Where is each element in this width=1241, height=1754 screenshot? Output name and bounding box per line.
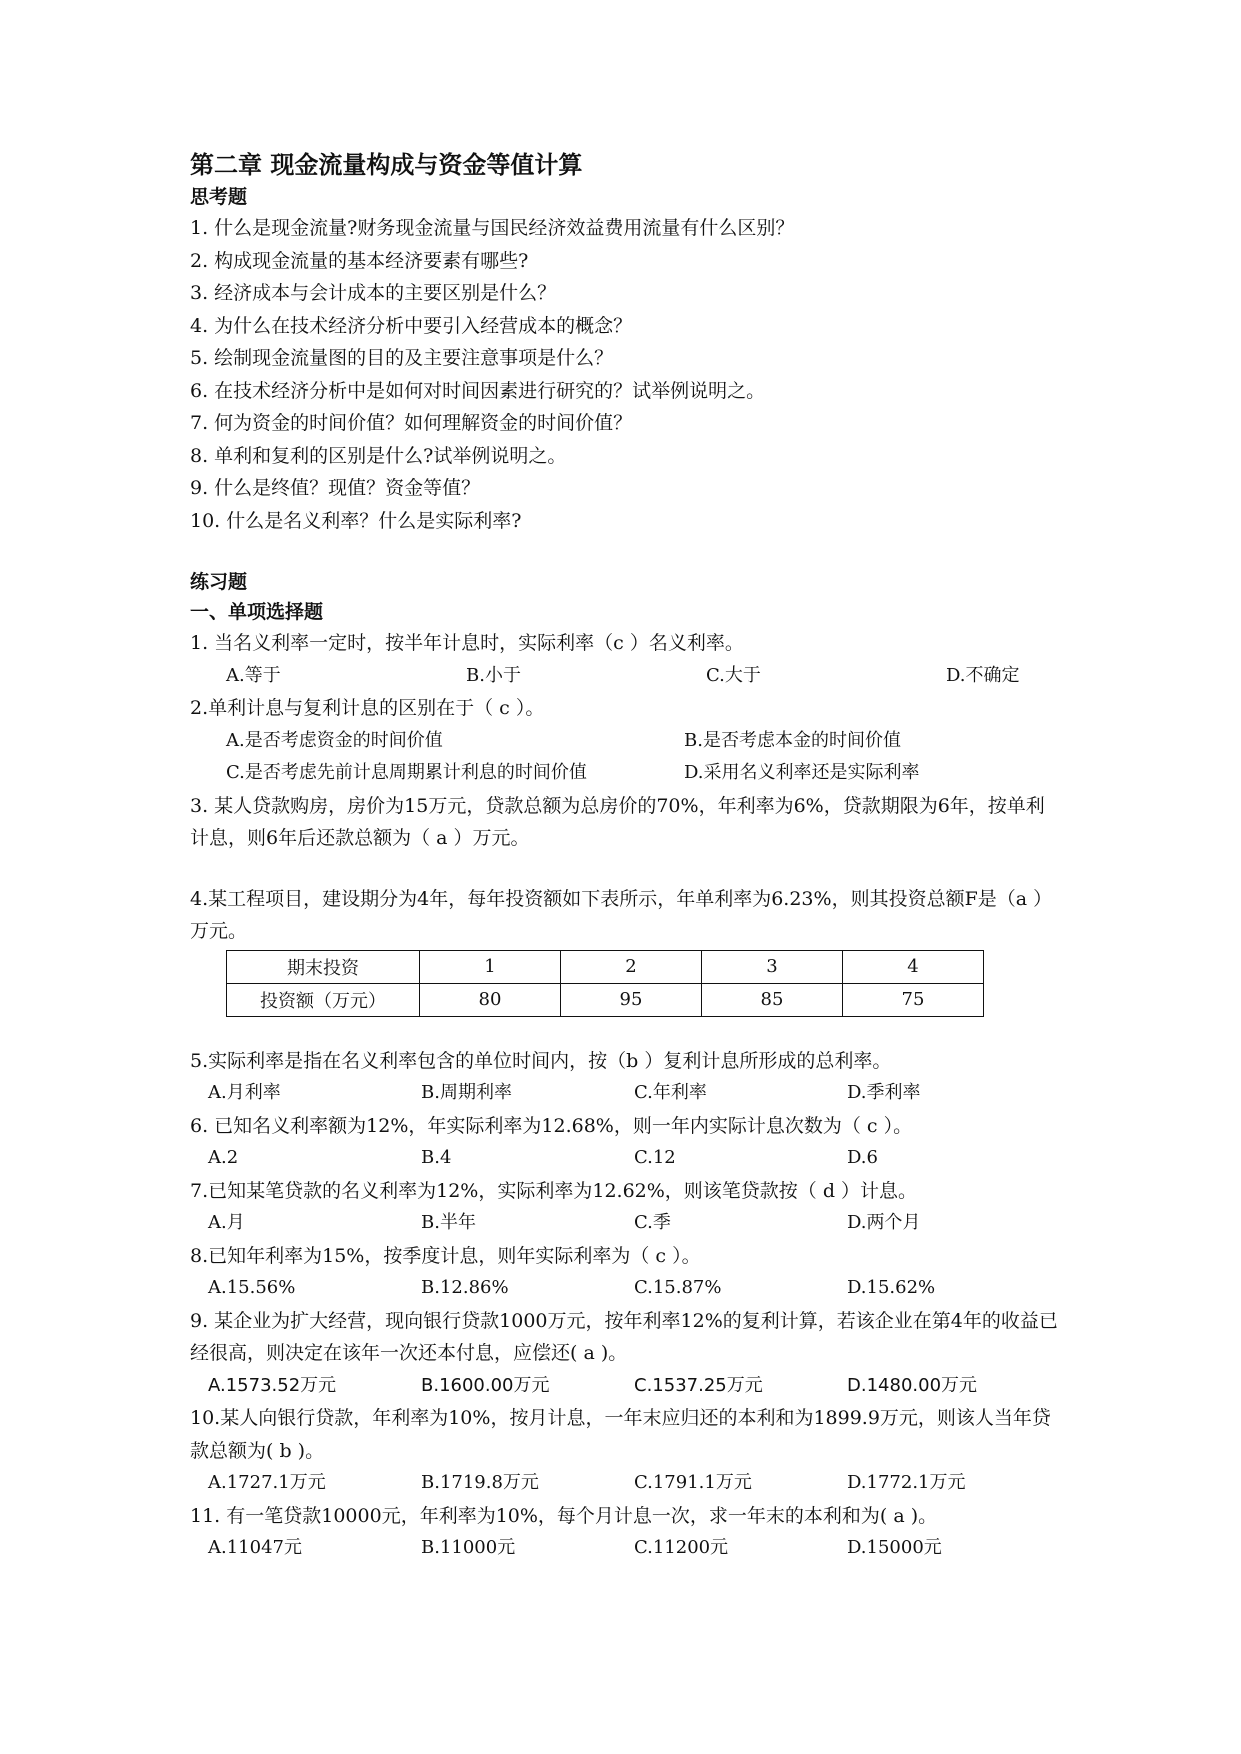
option-a: A.是否考虑资金的时间价值 <box>226 729 443 751</box>
question-item: 10. 什么是名义利率？什么是实际利率? <box>190 509 522 532</box>
option-d: D.6 <box>847 1147 878 1168</box>
table-cell: 1 <box>420 950 561 983</box>
option-c: C.是否考虑先前计息周期累计利息的时间价值 <box>226 762 587 783</box>
question-4: 4.某工程项目，建设期分为4年，每年投资额如下表所示，年单利率为6.23%，则其投资总额F是（a ）万元。 <box>190 887 1053 942</box>
question-5-options <box>190 1077 1060 1110</box>
single-choice-heading: 一、单项选择题 <box>190 601 324 623</box>
option-d: D.15000元 <box>847 1537 942 1558</box>
question-10-options <box>190 1467 1060 1500</box>
option-a: A.月 <box>208 1212 245 1233</box>
question-1-options <box>190 660 1060 693</box>
option-a: A.2 <box>208 1147 239 1168</box>
option-c: C.11200元 <box>634 1537 729 1558</box>
question-2-options-row-2 <box>190 757 1060 790</box>
question-item: 7. 何为资金的时间价值？如何理解资金的时间价值？ <box>190 412 633 434</box>
option-b: B.1600.00万元 <box>421 1374 550 1396</box>
option-c: C.1791.1万元 <box>634 1472 752 1493</box>
question-item: 3. 经济成本与会计成本的主要区别是什么？ <box>190 282 557 304</box>
question-6-options <box>190 1142 1060 1175</box>
question-9-options <box>190 1370 1060 1403</box>
table-cell: 3 <box>702 950 843 983</box>
question-2: 2.单利计息与复利计息的区别在于（ c ）。 <box>190 697 545 719</box>
option-a: A.15.56% <box>208 1277 296 1298</box>
option-c: C.15.87% <box>634 1277 722 1298</box>
option-a: A.11047元 <box>208 1537 302 1558</box>
table-cell: 95 <box>561 983 702 1016</box>
table-cell: 4 <box>843 950 984 983</box>
option-d: D.1772.1万元 <box>847 1472 966 1493</box>
question-7: 7.已知某笔贷款的名义利率为12%，实际利率为12.62%，则该笔贷款按（ d ）计息。 <box>190 1179 918 1202</box>
option-a: A.月利率 <box>208 1082 281 1103</box>
table-row <box>227 983 984 1016</box>
question-item: 5. 绘制现金流量图的目的及主要注意事项是什么？ <box>190 347 614 369</box>
question-9: 9. 某企业为扩大经营，现向银行贷款1000万元，按年利率12%的复利计算，若该企业在第4年的收益已经很高，则决定在该年一次还本付息，应偿还( a )。 <box>190 1309 1058 1364</box>
question-1: 1. 当名义利率一定时，按半年计息时，实际利率（c ）名义利率。 <box>190 632 744 654</box>
thinking-heading: 思考题 <box>190 186 248 208</box>
question-item: 2. 构成现金流量的基本经济要素有哪些? <box>190 249 529 272</box>
question-item: 8. 单利和复利的区别是什么?试举例说明之。 <box>190 444 567 467</box>
question-11: 11. 有一笔贷款10000元，年利率为10%，每个月计息一次，求一年末的本利和为( a )。 <box>190 1504 938 1527</box>
option-d: D.两个月 <box>847 1212 921 1233</box>
option-d: D.采用名义利率还是实际利率 <box>684 762 920 783</box>
question-6: 6. 已知名义利率额为12%，年实际利率为12.68%，则一年内实际计息次数为（ c ）。 <box>190 1114 913 1137</box>
thinking-list <box>190 212 1060 537</box>
question-3: 3. 某人贷款购房，房价为15万元，贷款总额为总房价的70%，年利率为6%，贷款期限为6年，按单利计息，则6年后还款总额为（ a ）万元。 <box>190 794 1045 849</box>
chapter-title: 第二章 现金流量构成与资金等值计算 <box>190 151 583 179</box>
option-b: B.1719.8万元 <box>421 1472 539 1493</box>
option-b: B.4 <box>421 1147 452 1168</box>
option-b: B.是否考虑本金的时间价值 <box>684 729 901 751</box>
question-item: 9. 什么是终值？现值？资金等值？ <box>190 477 481 499</box>
table-cell: 2 <box>561 950 702 983</box>
practice-heading: 练习题 <box>190 571 248 593</box>
investment-table <box>226 950 984 1017</box>
option-b: B.小于 <box>466 664 521 686</box>
option-b: B.12.86% <box>421 1277 509 1298</box>
option-c: C.大于 <box>706 664 761 686</box>
question-8-options <box>190 1272 1060 1305</box>
question-8: 8.已知年利率为15%，按季度计息，则年实际利率为（ c ）。 <box>190 1244 701 1267</box>
question-item: 1. 什么是现金流量?财务现金流量与国民经济效益费用流量有什么区别？ <box>190 217 795 239</box>
question-10: 10.某人向银行贷款，年利率为10%，按月计息，一年末应归还的本利和为1899.9万元，则该人当年贷款总额为( b )。 <box>190 1407 1051 1462</box>
option-a: A.1573.52万元 <box>208 1374 337 1396</box>
option-d: D.15.62% <box>847 1277 936 1298</box>
table-cell: 80 <box>420 983 561 1016</box>
option-c: C.1537.25万元 <box>634 1374 763 1396</box>
option-d: D.不确定 <box>946 664 1020 686</box>
table-row-label: 投资额（万元） <box>227 983 420 1016</box>
table-cell: 85 <box>702 983 843 1016</box>
table-header-row <box>227 950 984 983</box>
question-5: 5.实际利率是指在名义利率包含的单位时间内，按（b ）复利计息所形成的总利率。 <box>190 1049 892 1072</box>
question-item: 6. 在技术经济分析中是如何对时间因素进行研究的？试举例说明之。 <box>190 379 766 402</box>
option-d: D.季利率 <box>847 1082 921 1103</box>
option-d: D.1480.00万元 <box>847 1374 978 1396</box>
table-cell: 75 <box>843 983 984 1016</box>
option-b: B.周期利率 <box>421 1082 512 1103</box>
question-item: 4. 为什么在技术经济分析中要引入经营成本的概念？ <box>190 314 633 337</box>
question-2-options-row-1 <box>190 725 1060 758</box>
option-a: A.1727.1万元 <box>208 1472 326 1493</box>
option-b: B.11000元 <box>421 1537 516 1558</box>
option-a: A.等于 <box>226 664 281 686</box>
question-11-options <box>190 1532 1060 1565</box>
option-c: C.12 <box>634 1147 676 1168</box>
question-7-options <box>190 1207 1060 1240</box>
option-c: C.季 <box>634 1212 671 1233</box>
page-content <box>190 148 1060 1565</box>
option-b: B.半年 <box>421 1212 476 1233</box>
option-c: C.年利率 <box>634 1082 707 1103</box>
table-header-label: 期末投资 <box>227 950 420 983</box>
